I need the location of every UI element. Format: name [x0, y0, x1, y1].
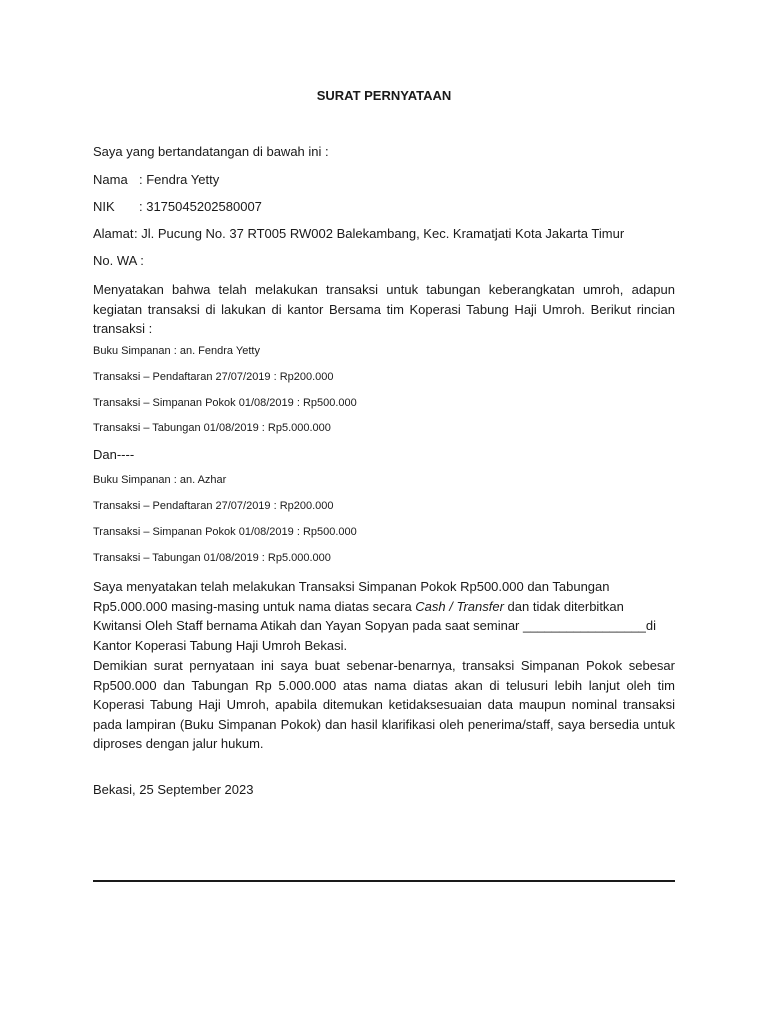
signature-line	[93, 880, 675, 882]
field-alamat-value: : Jl. Pucung No. 37 RT005 RW002 Balekambang, Kec. Kramatjati Kota Jakarta Timur	[134, 226, 625, 241]
book1-transaction: Transaksi – Pendaftaran 27/07/2019 : Rp200.000	[93, 371, 334, 383]
field-nik-value: : 3175045202580007	[139, 199, 262, 214]
statement-paragraph: Menyatakan bahwa telah melakukan transaksi untuk tabungan keberangkatan umroh, adapun kegiatan transaksi di lakukan di kantor Bersama tim Koperasi Tabung Haji Umroh. Berikut rincian transaksi :	[93, 282, 675, 336]
payment-method-text: Cash / Transfer	[415, 598, 504, 614]
field-nik	[93, 199, 262, 214]
book2-transaction: Transaksi – Pendaftaran 27/07/2019 : Rp200.000	[93, 500, 334, 512]
field-nik-label: NIK	[93, 199, 115, 214]
declaration-part1: Saya menyatakan telah melakukan Transaksi Simpanan Pokok Rp500.000 dan Tabungan Rp5.000.000 masing-masing untuk nama diatas secara	[93, 579, 610, 614]
place-date: Bekasi, 25 September 2023	[93, 782, 254, 797]
field-alamat-label: Alamat	[93, 226, 134, 241]
book1-transaction: Transaksi – Tabungan 01/08/2019 : Rp5.000.000	[93, 422, 331, 434]
field-alamat	[93, 226, 624, 241]
book1-transaction: Transaksi – Simpanan Pokok 01/08/2019 : Rp500.000	[93, 397, 357, 409]
field-wa	[93, 253, 144, 268]
closing-paragraph: Demikian surat pernyataan ini saya buat sebenar-benarnya, transaksi Simpanan Pokok sebesar Rp500.000 dan Tabungan Rp 5.000.000 atas nama diatas akan di telusuri lebih lanjut oleh tim Koperasi Tabung Haji Umroh, apabila ditemukan ketidaksesuaian data maupun nominal transaksi pada lampiran (Buku Simpanan Pokok) dan hasil klarifikasi oleh penerima/staff, saya bersedia untuk diproses dengan jalur hukum.	[93, 658, 675, 751]
field-nama	[93, 172, 219, 187]
separator-text: Dan----	[93, 447, 135, 462]
declaration-paragraph	[93, 577, 675, 655]
field-wa-label: No. WA :	[93, 253, 144, 268]
declaration-part2: dan tidak diterbitkan Kwitansi Oleh Staff bernama Atikah dan Yayan Sopyan pada saat seminar _________________di Kantor Koperasi Tabung Haji Umroh Bekasi.	[93, 598, 657, 653]
field-nama-label: Nama	[93, 172, 128, 187]
book1-heading: Buku Simpanan : an. Fendra Yetty	[93, 345, 260, 357]
book2-transaction: Transaksi – Simpanan Pokok 01/08/2019 : Rp500.000	[93, 526, 357, 538]
book2-transaction: Transaksi – Tabungan 01/08/2019 : Rp5.000.000	[93, 552, 331, 564]
intro-line: Saya yang bertandatangan di bawah ini :	[93, 144, 329, 159]
document-title: SURAT PERNYATAAN	[316, 88, 452, 103]
book2-heading: Buku Simpanan : an. Azhar	[93, 474, 227, 486]
field-nama-value: : Fendra Yetty	[139, 172, 220, 187]
